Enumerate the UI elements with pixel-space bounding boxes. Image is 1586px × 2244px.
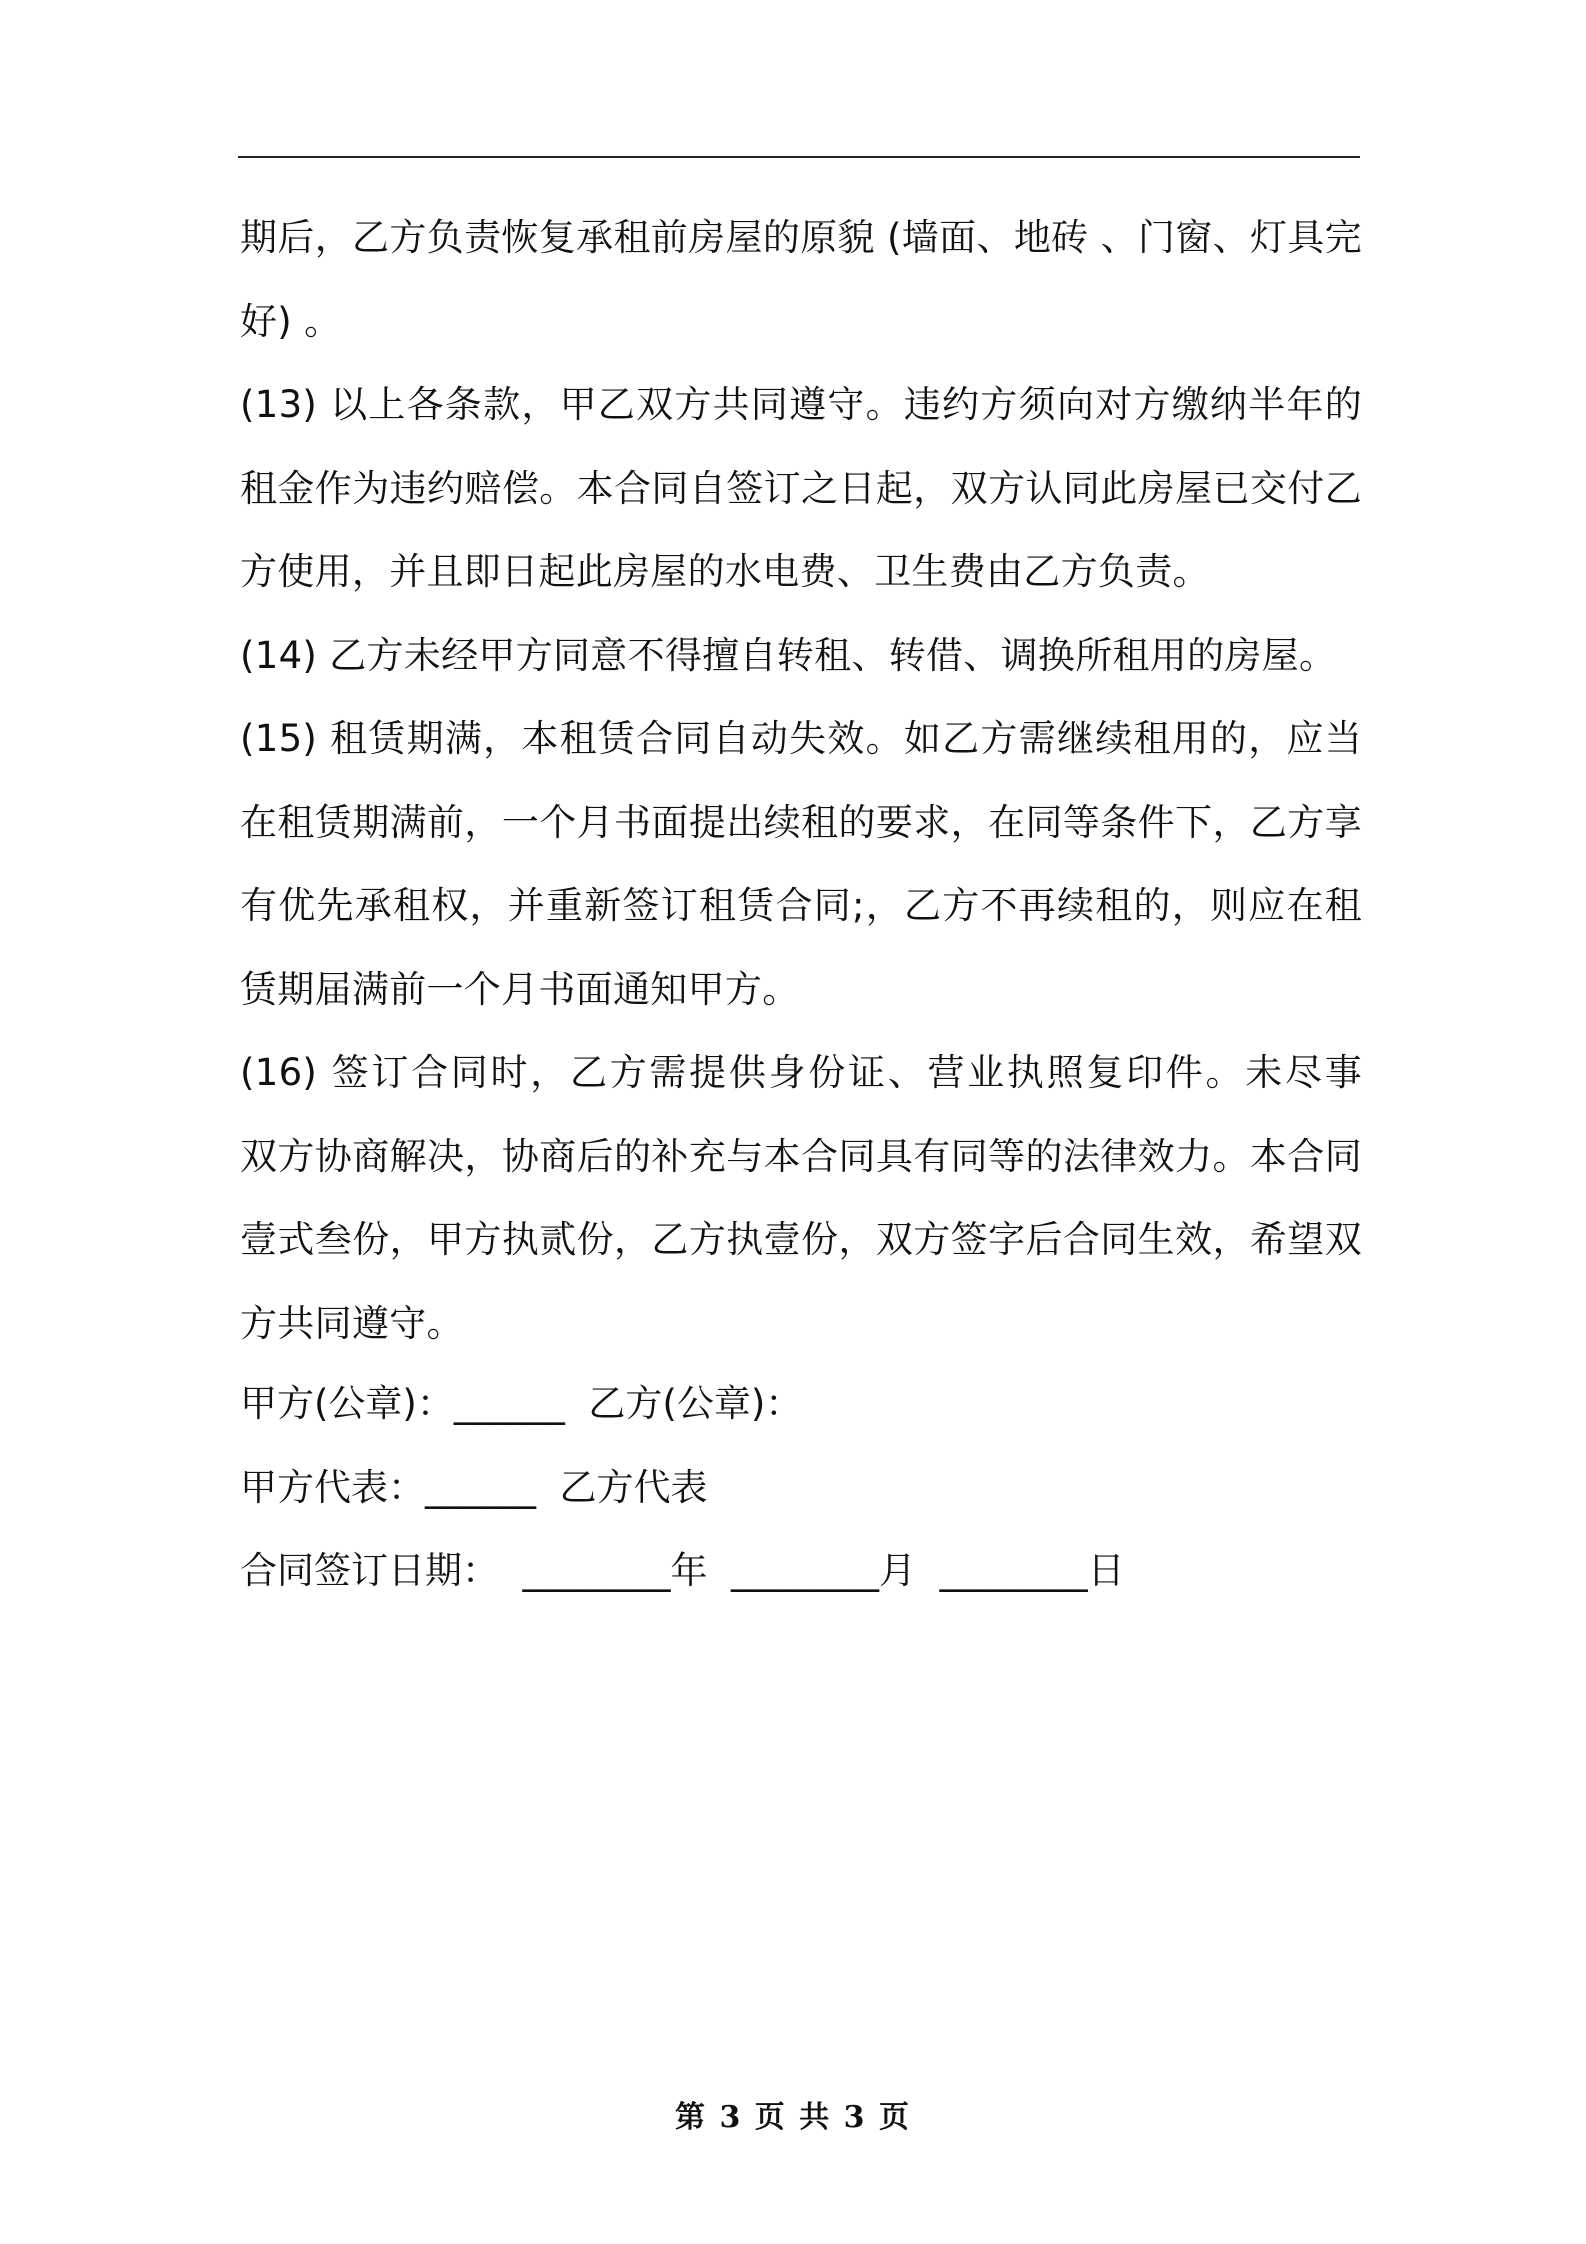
body-line: 双方协商解决，协商后的补充与本合同具有同等的法律效力。本合同 — [240, 1134, 1362, 1178]
party-representative-line: 甲方代表：______ 乙方代表 — [240, 1465, 708, 1509]
body-line: 租金作为违约赔偿。本合同自签订之日起，双方认同此房屋已交付乙 — [240, 466, 1362, 510]
body-line: 赁期届满前一个月书面通知甲方。 — [240, 967, 800, 1011]
signing-date-line: 合同签订日期： ________年 ________月 ________日 — [240, 1549, 1125, 1592]
body-line: 好) 。 — [240, 299, 342, 343]
body-line: 方共同遵守。 — [240, 1301, 464, 1345]
header-divider — [238, 156, 1360, 158]
clause-14: (14) 乙方未经甲方同意不得擅自转租、转借、调换所租用的房屋。 — [240, 633, 1337, 677]
page-number: 第 3 页 共 3 页 — [675, 2100, 911, 2135]
clause-16: (16) 签订合同时，乙方需提供身份证、营业执照复印件。未尽事 — [240, 1051, 1362, 1094]
clause-15: (15) 租赁期满，本租赁合同自动失效。如乙方需继续租用的，应当 — [240, 717, 1362, 760]
body-line: 方使用，并且即日起此房屋的水电费、卫生费由乙方负责。 — [240, 550, 1210, 593]
body-line: 期后，乙方负责恢复承租前房屋的原貌 (墙面、地砖 、门窗、灯具完 — [240, 216, 1362, 259]
party-seal-line: 甲方(公章)：______ 乙方(公章)： — [240, 1382, 803, 1425]
body-line: 壹式叁份，甲方执贰份，乙方执壹份，双方签字后合同生效，希望双 — [240, 1218, 1362, 1261]
body-line: 在租赁期满前，一个月书面提出续租的要求，在同等条件下，乙方享 — [240, 800, 1362, 844]
signature-block — [240, 1362, 1125, 1613]
contract-body — [240, 196, 1362, 1365]
clause-13: (13) 以上各条款，甲乙双方共同遵守。违约方须向对方缴纳半年的 — [240, 383, 1362, 426]
body-line: 有优先承租权，并重新签订租赁合同;，乙方不再续租的，则应在租 — [240, 884, 1362, 927]
